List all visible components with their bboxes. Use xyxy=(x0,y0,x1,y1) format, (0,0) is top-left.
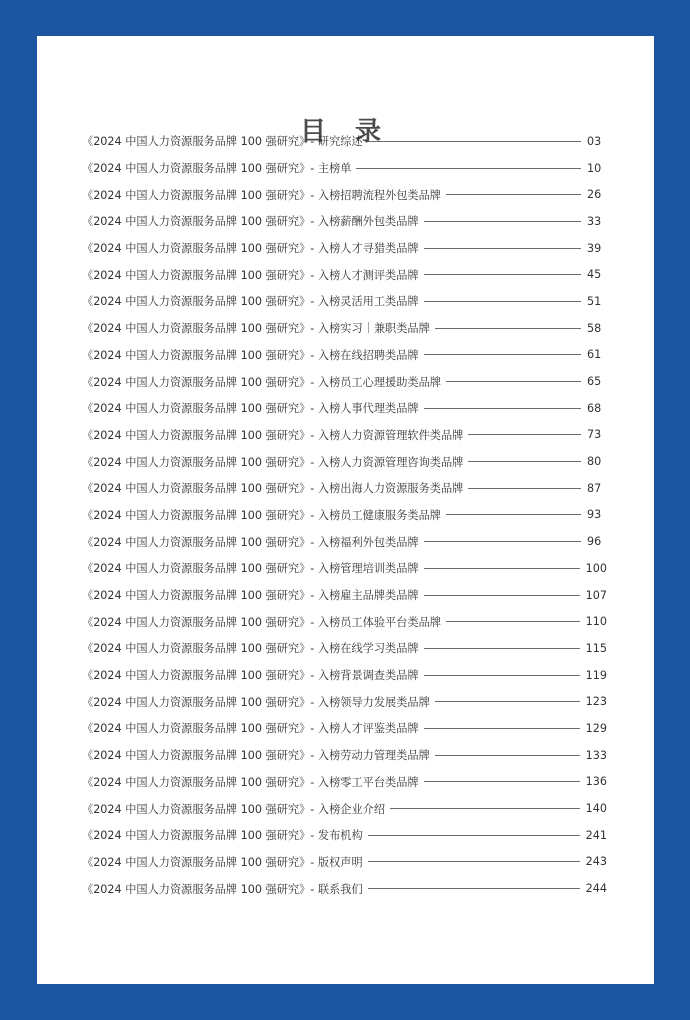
toc-page-number: 244 xyxy=(585,882,607,896)
toc-leader-line xyxy=(446,621,580,622)
toc-entry[interactable] xyxy=(82,849,607,876)
toc-entry[interactable] xyxy=(82,635,607,662)
toc-entry-title: 《2024 中国人力资源服务品牌 100 强研究》- 入榜劳动力管理类品牌 xyxy=(82,749,430,763)
toc-leader-line xyxy=(435,755,580,756)
toc-page-number: 61 xyxy=(587,348,602,362)
toc-page-number: 39 xyxy=(587,241,602,255)
toc-page-number: 33 xyxy=(587,214,602,228)
toc-page-number: 100 xyxy=(585,561,607,575)
toc-leader-line xyxy=(446,514,581,515)
toc-leader-line xyxy=(368,861,580,862)
toc-entry[interactable] xyxy=(82,208,607,235)
toc-entry-title: 《2024 中国人力资源服务品牌 100 强研究》- 入榜管理培训类品牌 xyxy=(82,562,419,576)
toc-entry-title: 《2024 中国人力资源服务品牌 100 强研究》- 入榜人力资源管理软件类品牌 xyxy=(82,428,464,442)
toc-entry-title: 《2024 中国人力资源服务品牌 100 强研究》- 主榜单 xyxy=(82,162,352,176)
toc-leader-line xyxy=(424,408,581,409)
toc-page-number: 73 xyxy=(587,428,602,442)
toc-leader-line xyxy=(424,541,581,542)
toc-entry[interactable] xyxy=(82,662,607,689)
toc-entry-title: 《2024 中国人力资源服务品牌 100 强研究》- 入榜员工体验平台类品牌 xyxy=(82,615,441,629)
toc-page-number: 133 xyxy=(585,748,607,762)
toc-leader-line xyxy=(368,141,581,142)
toc-entry[interactable] xyxy=(82,769,607,796)
toc-leader-line xyxy=(424,274,581,275)
toc-page-number: 110 xyxy=(585,615,607,629)
toc-leader-line xyxy=(446,194,581,195)
toc-leader-line xyxy=(390,808,580,809)
toc-entry[interactable] xyxy=(82,822,607,849)
toc-entry-title: 《2024 中国人力资源服务品牌 100 强研究》- 入榜员工心理援助类品牌 xyxy=(82,375,441,389)
toc-entry-title: 《2024 中国人力资源服务品牌 100 强研究》- 入榜员工健康服务类品牌 xyxy=(82,508,441,522)
page-title: 目 录 xyxy=(299,117,392,147)
toc-entry[interactable] xyxy=(82,422,607,449)
toc-page-number: 119 xyxy=(585,668,607,682)
toc-page-number: 87 xyxy=(587,481,602,495)
toc-entry[interactable] xyxy=(82,128,607,155)
toc-leader-line xyxy=(356,168,581,169)
toc-entry[interactable] xyxy=(82,742,607,769)
toc-page-number: 45 xyxy=(587,268,602,282)
toc-entry[interactable] xyxy=(82,608,607,635)
toc-entry[interactable] xyxy=(82,582,607,609)
toc-entry[interactable] xyxy=(82,475,607,502)
toc-leader-line xyxy=(424,675,580,676)
toc-entry[interactable] xyxy=(82,315,607,342)
toc-leader-line xyxy=(424,728,580,729)
toc-entry-title: 《2024 中国人力资源服务品牌 100 强研究》- 入榜出海人力资源服务类品牌 xyxy=(82,482,464,496)
toc-entry-title: 《2024 中国人力资源服务品牌 100 强研究》- 入榜领导力发展类品牌 xyxy=(82,695,430,709)
toc-page-number: 107 xyxy=(585,588,607,602)
toc-entry[interactable] xyxy=(82,875,607,902)
toc-entry[interactable] xyxy=(82,261,607,288)
toc-leader-line xyxy=(468,461,581,462)
toc-entry[interactable] xyxy=(82,235,607,262)
toc-entry-title: 《2024 中国人力资源服务品牌 100 强研究》- 入榜雇主品牌类品牌 xyxy=(82,589,419,603)
toc-entry[interactable] xyxy=(82,368,607,395)
toc-entry-title: 《2024 中国人力资源服务品牌 100 强研究》- 联系我们 xyxy=(82,882,363,896)
toc-leader-line xyxy=(468,434,581,435)
toc-page-number: 123 xyxy=(585,695,607,709)
toc-entry-title: 《2024 中国人力资源服务品牌 100 强研究》- 入榜企业介绍 xyxy=(82,802,386,816)
toc-entry[interactable] xyxy=(82,395,607,422)
toc-leader-line xyxy=(435,701,580,702)
toc-entry-title: 《2024 中国人力资源服务品牌 100 强研究》- 入榜灵活用工类品牌 xyxy=(82,295,419,309)
toc-entry[interactable] xyxy=(82,795,607,822)
toc-entry-title: 《2024 中国人力资源服务品牌 100 强研究》- 入榜人才寻猎类品牌 xyxy=(82,242,419,256)
toc-page-number: 93 xyxy=(587,508,602,522)
toc-page-number: 65 xyxy=(587,375,602,389)
toc-entry[interactable] xyxy=(82,715,607,742)
toc-leader-line xyxy=(424,781,580,782)
document-page xyxy=(37,36,654,984)
toc-entry[interactable] xyxy=(82,288,607,315)
toc-page-number: 115 xyxy=(585,641,607,655)
toc-entry-title: 《2024 中国人力资源服务品牌 100 强研究》- 入榜零工平台类品牌 xyxy=(82,775,419,789)
toc-leader-line xyxy=(446,381,581,382)
toc-page-number: 129 xyxy=(585,721,607,735)
toc-entry[interactable] xyxy=(82,528,607,555)
toc-page-number: 241 xyxy=(585,828,607,842)
table-of-contents xyxy=(82,128,607,902)
toc-leader-line xyxy=(424,595,580,596)
toc-leader-line xyxy=(424,248,581,249)
toc-entry-title: 《2024 中国人力资源服务品牌 100 强研究》- 入榜在线招聘类品牌 xyxy=(82,348,419,362)
toc-entry-title: 《2024 中国人力资源服务品牌 100 强研究》- 研究综述 xyxy=(82,135,363,149)
toc-leader-line xyxy=(424,568,580,569)
toc-page-number: 03 xyxy=(587,134,602,148)
toc-entry-title: 《2024 中国人力资源服务品牌 100 强研究》- 入榜薪酬外包类品牌 xyxy=(82,215,419,229)
toc-entry[interactable] xyxy=(82,502,607,529)
toc-entry-title: 《2024 中国人力资源服务品牌 100 强研究》- 入榜人事代理类品牌 xyxy=(82,402,419,416)
toc-page-number: 243 xyxy=(585,855,607,869)
toc-entry-title: 《2024 中国人力资源服务品牌 100 强研究》- 入榜福利外包类品牌 xyxy=(82,535,419,549)
toc-page-number: 10 xyxy=(587,161,602,175)
toc-entry-title: 《2024 中国人力资源服务品牌 100 强研究》- 入榜人力资源管理咨询类品牌 xyxy=(82,455,464,469)
toc-entry[interactable] xyxy=(82,342,607,369)
toc-page-number: 68 xyxy=(587,401,602,415)
toc-leader-line xyxy=(424,301,581,302)
toc-leader-line xyxy=(468,488,581,489)
toc-page-number: 136 xyxy=(585,775,607,789)
toc-entry[interactable] xyxy=(82,555,607,582)
toc-page-number: 26 xyxy=(587,188,602,202)
toc-entry-title: 《2024 中国人力资源服务品牌 100 强研究》- 入榜人才测评类品牌 xyxy=(82,268,419,282)
toc-entry-title: 《2024 中国人力资源服务品牌 100 强研究》- 版权声明 xyxy=(82,855,363,869)
toc-leader-line xyxy=(435,328,581,329)
toc-page-number: 96 xyxy=(587,535,602,549)
toc-entry[interactable] xyxy=(82,181,607,208)
toc-leader-line xyxy=(424,648,580,649)
toc-page-number: 80 xyxy=(587,455,602,469)
toc-entry-title: 《2024 中国人力资源服务品牌 100 强研究》- 入榜背景调查类品牌 xyxy=(82,669,419,683)
toc-page-number: 140 xyxy=(585,802,607,816)
toc-leader-line xyxy=(424,221,581,222)
toc-entry-title: 《2024 中国人力资源服务品牌 100 强研究》- 入榜在线学习类品牌 xyxy=(82,642,419,656)
toc-entry[interactable] xyxy=(82,155,607,182)
toc-entry-title: 《2024 中国人力资源服务品牌 100 强研究》- 入榜实习｜兼职类品牌 xyxy=(82,322,430,336)
toc-leader-line xyxy=(368,888,580,889)
toc-entry-title: 《2024 中国人力资源服务品牌 100 强研究》- 发布机构 xyxy=(82,829,363,843)
toc-page-number: 51 xyxy=(587,294,602,308)
toc-leader-line xyxy=(368,835,580,836)
toc-entry-title: 《2024 中国人力资源服务品牌 100 强研究》- 入榜人才评鉴类品牌 xyxy=(82,722,419,736)
toc-entry-title: 《2024 中国人力资源服务品牌 100 强研究》- 入榜招聘流程外包类品牌 xyxy=(82,188,441,202)
toc-entry[interactable] xyxy=(82,448,607,475)
toc-page-number: 58 xyxy=(587,321,602,335)
toc-entry[interactable] xyxy=(82,688,607,715)
toc-leader-line xyxy=(424,354,581,355)
